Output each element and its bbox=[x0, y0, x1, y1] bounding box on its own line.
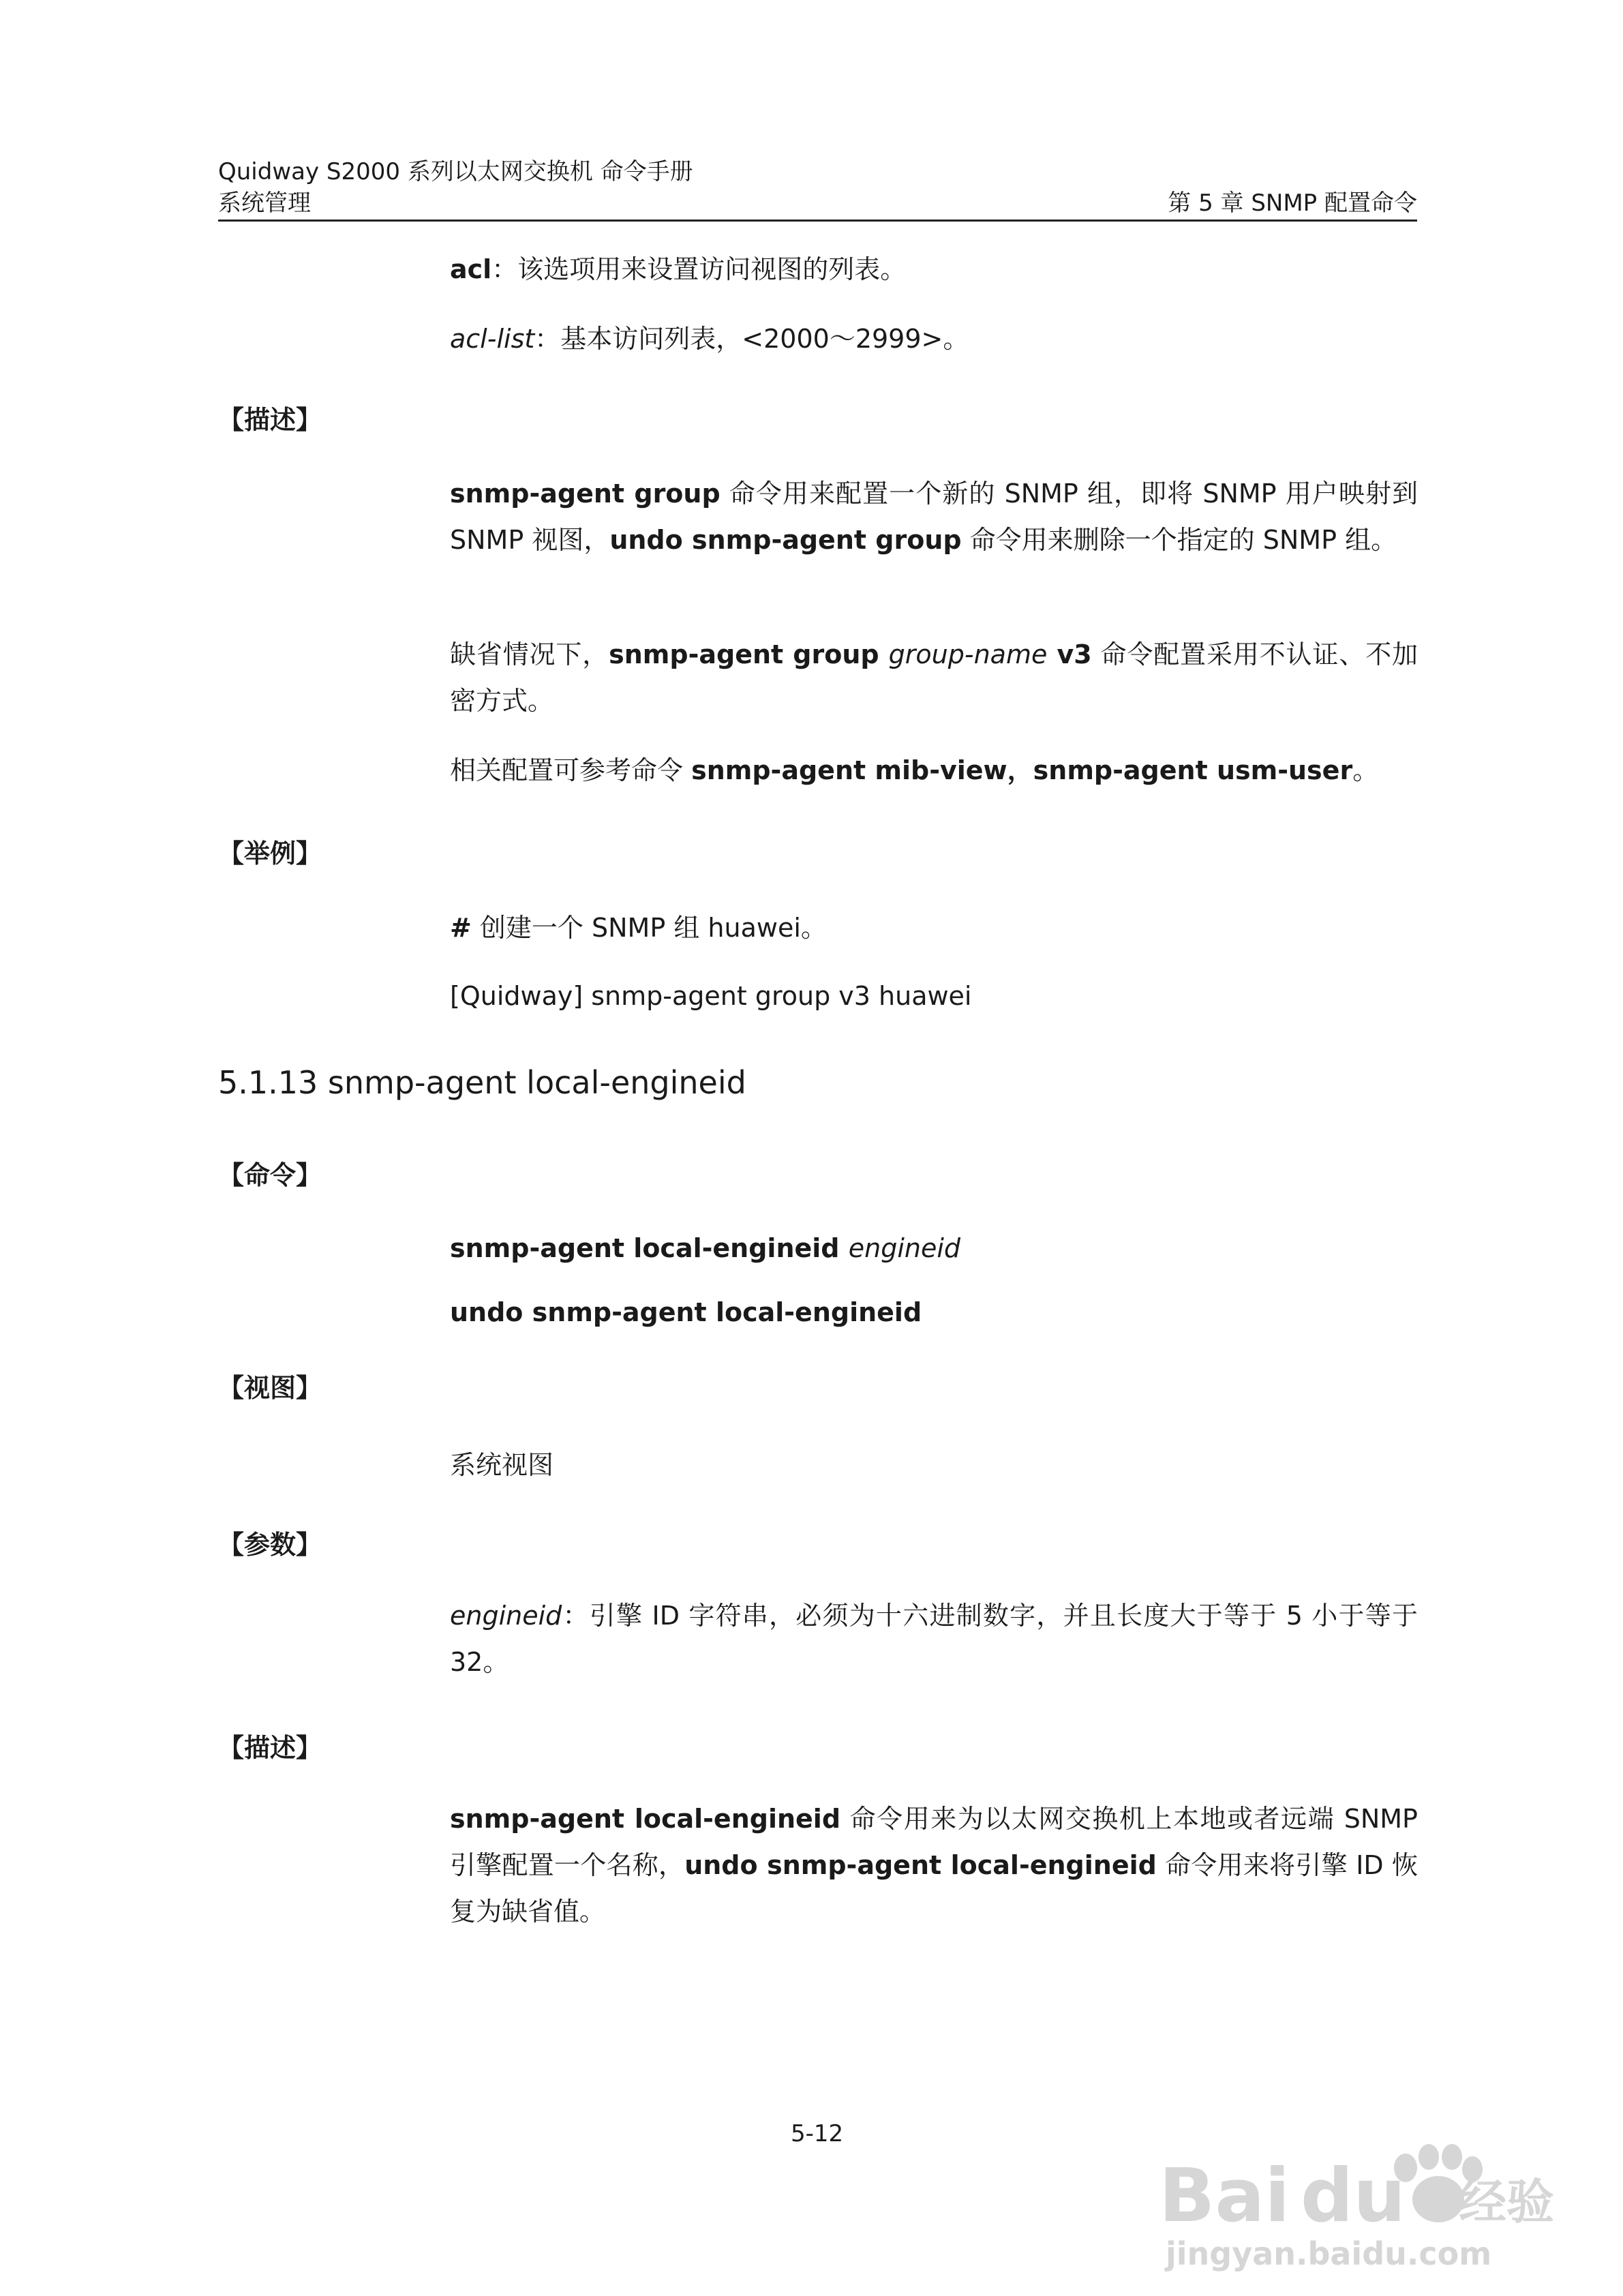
param-acl: acl：该选项用来设置访问视图的列表。 bbox=[450, 254, 907, 284]
watermark-brand-left: Bai bbox=[1159, 2154, 1290, 2239]
parameter-engineid: engineid：引擎 ID 字符串，必须为十六进制数字，并且长度大于等于 5 小于等于 32。 bbox=[450, 1601, 1418, 1677]
watermark-url: jingyan.baidu.com bbox=[1166, 2235, 1492, 2272]
section-label-view: 【视图】 bbox=[218, 1373, 322, 1403]
example-comment: # 创建一个 SNMP 组 huawei。 bbox=[450, 913, 827, 943]
command-syntax: snmp-agent local-engineid engineid bbox=[450, 1233, 961, 1263]
baidu-watermark bbox=[1152, 2072, 1561, 2277]
header-rule bbox=[218, 220, 1417, 222]
section-heading: 5.1.13 snmp-agent local-engineid bbox=[218, 1064, 746, 1101]
header-section: 系统管理 bbox=[218, 190, 311, 217]
description-paragraph: snmp-agent group 命令用来配置一个新的 SNMP 组，即将 SNMP 用户映射到 SNMP 视图，undo snmp-agent group 命令用来删除一个指定的 SNMP 组。 bbox=[450, 479, 1418, 555]
section-label-parameters: 【参数】 bbox=[218, 1530, 322, 1560]
watermark-brand-right: du bbox=[1301, 2154, 1406, 2239]
section-label-description-2: 【描述】 bbox=[218, 1733, 322, 1763]
section-label-example: 【举例】 bbox=[218, 839, 322, 868]
page-number: 5-12 bbox=[791, 2120, 844, 2147]
view-text: 系统视图 bbox=[450, 1450, 554, 1480]
header-title: Quidway S2000 系列以太网交换机 命令手册 bbox=[218, 158, 693, 185]
watermark-brand-cn: 经验 bbox=[1459, 2174, 1554, 2230]
header-chapter: 第 5 章 SNMP 配置命令 bbox=[1168, 190, 1417, 217]
description-related: 相关配置可参考命令 snmp-agent mib-view，snmp-agent usm-user。 bbox=[450, 755, 1379, 785]
description-engineid: snmp-agent local-engineid 命令用来为以太网交换机上本地或者远端 SNMP 引擎配置一个名称，undo snmp-agent local-engineid 命令用来将引擎 ID 恢复为缺省值。 bbox=[450, 1804, 1418, 1927]
command-undo-syntax: undo snmp-agent local-engineid bbox=[450, 1297, 922, 1327]
description-default: 缺省情况下，snmp-agent group group-name v3 命令配置采用不认证、不加密方式。 bbox=[450, 639, 1418, 716]
example-command: [Quidway] snmp-agent group v3 huawei bbox=[450, 981, 972, 1011]
section-label-description: 【描述】 bbox=[218, 405, 322, 435]
param-acl-list: acl-list：基本访问列表，<2000～2999>。 bbox=[450, 324, 969, 354]
section-label-command: 【命令】 bbox=[218, 1160, 322, 1190]
